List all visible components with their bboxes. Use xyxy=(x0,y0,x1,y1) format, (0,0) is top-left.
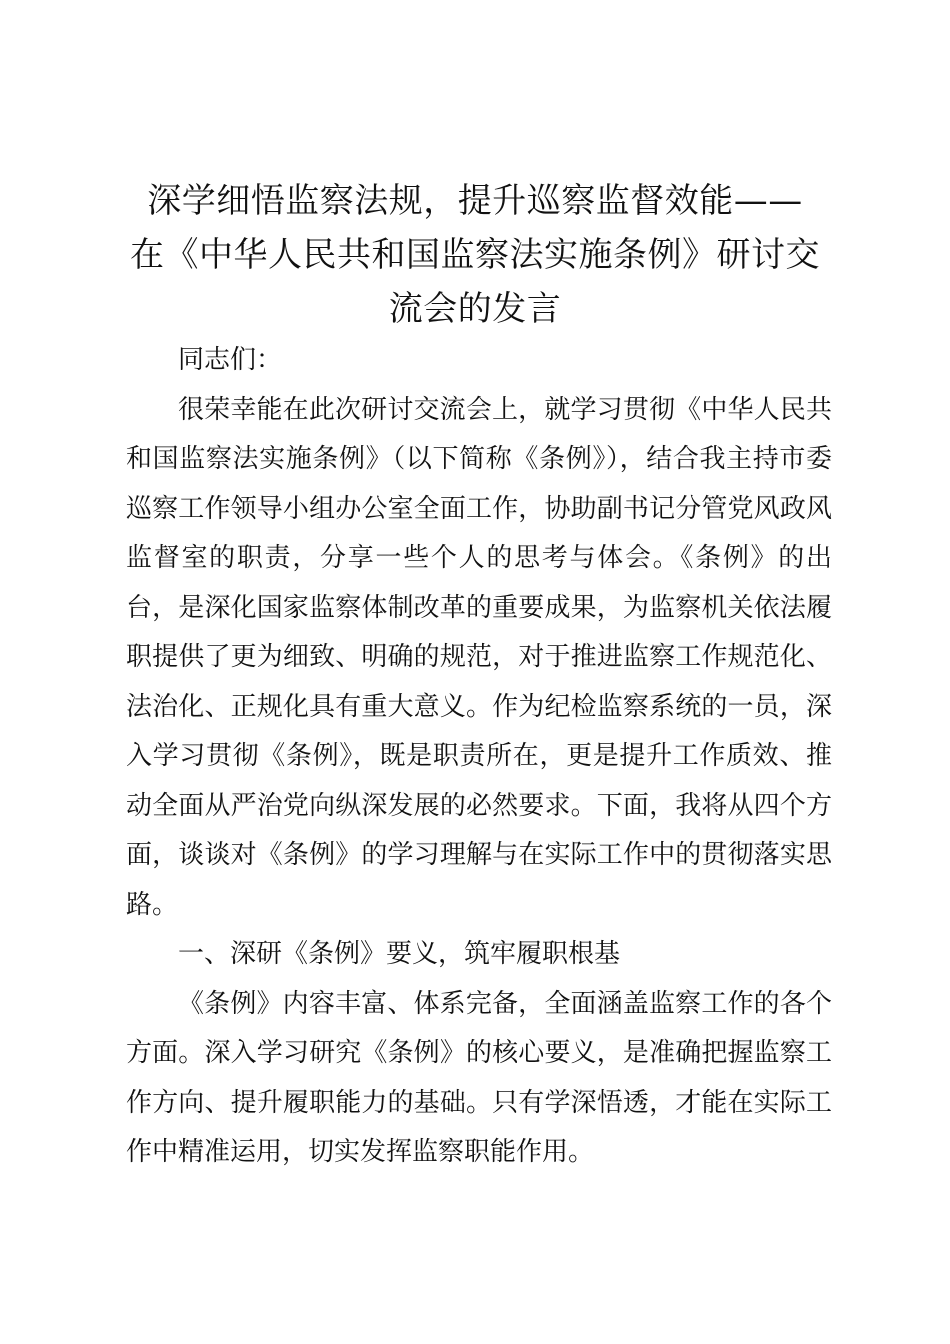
section-heading: 一、深研《条例》要义，筑牢履职根基 xyxy=(178,939,621,969)
document-title xyxy=(100,174,850,336)
section-paragraph: 《条例》内容丰富、体系完备，全面涵盖监察工作的各个方面。深入学习研究《条例》的核心要义，是准确把握监察工作方向、提升履职能力的基础。只有学深悟透，才能在实际工作中精准运用，切实发挥监察职能作用。 xyxy=(126,988,832,1167)
title-line-2: 在《中华人民共和国监察法实施条例》研讨交 xyxy=(130,235,820,275)
document-body xyxy=(126,336,832,1178)
intro-paragraph: 很荣幸能在此次研讨交流会上，就学习贯彻《中华人民共和国监察法实施条例》（以下简称《条例》），结合我主持市委巡察工作领导小组办公室全面工作，协助副书记分管党风政风监督室的职责，分享一些个人的思考与体会。《条例》的出台，是深化国家监察体制改革的重要成果，为监察机关依法履职提供了更为细致、明确的规范，对于推进监察工作规范化、法治化、正规化具有重大意义。作为纪检监察系统的一员，深入学习贯彻《条例》，既是职责所在，更是提升工作质效、推动全面从严治党向纵深发展的必然要求。下面，我将从四个方面，谈谈对《条例》的学习理解与在实际工作中的贯彻落实思路。 xyxy=(126,394,832,920)
title-line-3: 流会的发言 xyxy=(388,289,562,329)
salutation: 同志们： xyxy=(178,345,283,375)
title-line-1: 深学细悟监察法规，提升巡察监督效能—— xyxy=(147,181,803,221)
